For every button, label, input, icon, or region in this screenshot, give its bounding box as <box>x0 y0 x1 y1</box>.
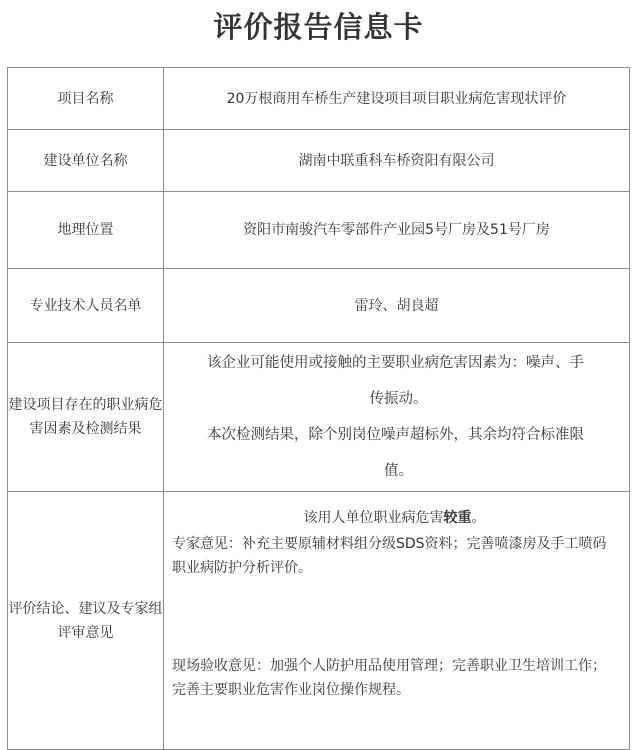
onsite-acceptance-opinion: 现场验收意见：加强个人防护用品使用管理；完善职业卫生培训工作；完善主要职业危害作业岗位操作规程。 <box>172 658 606 698</box>
hazards-value <box>164 343 630 492</box>
table-row-builder <box>8 130 630 192</box>
hazards-factors-line2: 传振动。 <box>369 391 428 407</box>
conclusion-severity: 较重 <box>443 510 472 526</box>
report-info-table <box>7 67 630 750</box>
conclusion-label: 评价结论、建议及专家组评审意见 <box>8 492 164 750</box>
table-row-staff <box>8 269 630 343</box>
table-row-conclusion <box>8 492 630 750</box>
table-row-hazards <box>8 343 630 492</box>
conclusion-summary-prefix: 该用人单位职业病危害 <box>303 510 444 526</box>
project-name-value: 20万根商用车桥生产建设项目项目职业病危害现状评价 <box>164 68 630 130</box>
hazards-label: 建设项目存在的职业病危害因素及检测结果 <box>8 343 164 492</box>
hazards-results-line1: 本次检测结果，除个别岗位噪声超标外，其余均符合标准限 <box>207 427 584 443</box>
builder-value: 湖南中联重科车桥资阳有限公司 <box>164 130 630 192</box>
hazards-factors-line1: 该企业可能使用或接触的主要职业病危害因素为：噪声、手 <box>207 355 584 371</box>
staff-label: 专业技术人员名单 <box>8 269 164 343</box>
page-title: 评价报告信息卡 <box>213 10 424 44</box>
conclusion-value <box>164 492 630 750</box>
builder-label: 建设单位名称 <box>8 130 164 192</box>
hazards-results-line2: 值。 <box>384 463 413 479</box>
conclusion-summary-suffix: 。 <box>471 510 486 526</box>
table-row-project-name <box>8 68 630 130</box>
conclusion-summary <box>172 506 617 530</box>
project-name-label: 项目名称 <box>8 68 164 130</box>
hazards-paragraph-factors <box>178 345 619 417</box>
location-value: 资阳市南骏汽车零部件产业园5号厂房及51号厂房 <box>164 192 630 269</box>
hazards-paragraph-results <box>178 417 619 489</box>
table-row-location <box>8 192 630 269</box>
staff-value: 雷玲、胡良超 <box>164 269 630 343</box>
expert-opinion: 专家意见：补充主要原辅材料组分级SDS资料；完善喷漆房及手工喷码职业病防护分析评价。 <box>172 536 607 576</box>
location-label: 地理位置 <box>8 192 164 269</box>
